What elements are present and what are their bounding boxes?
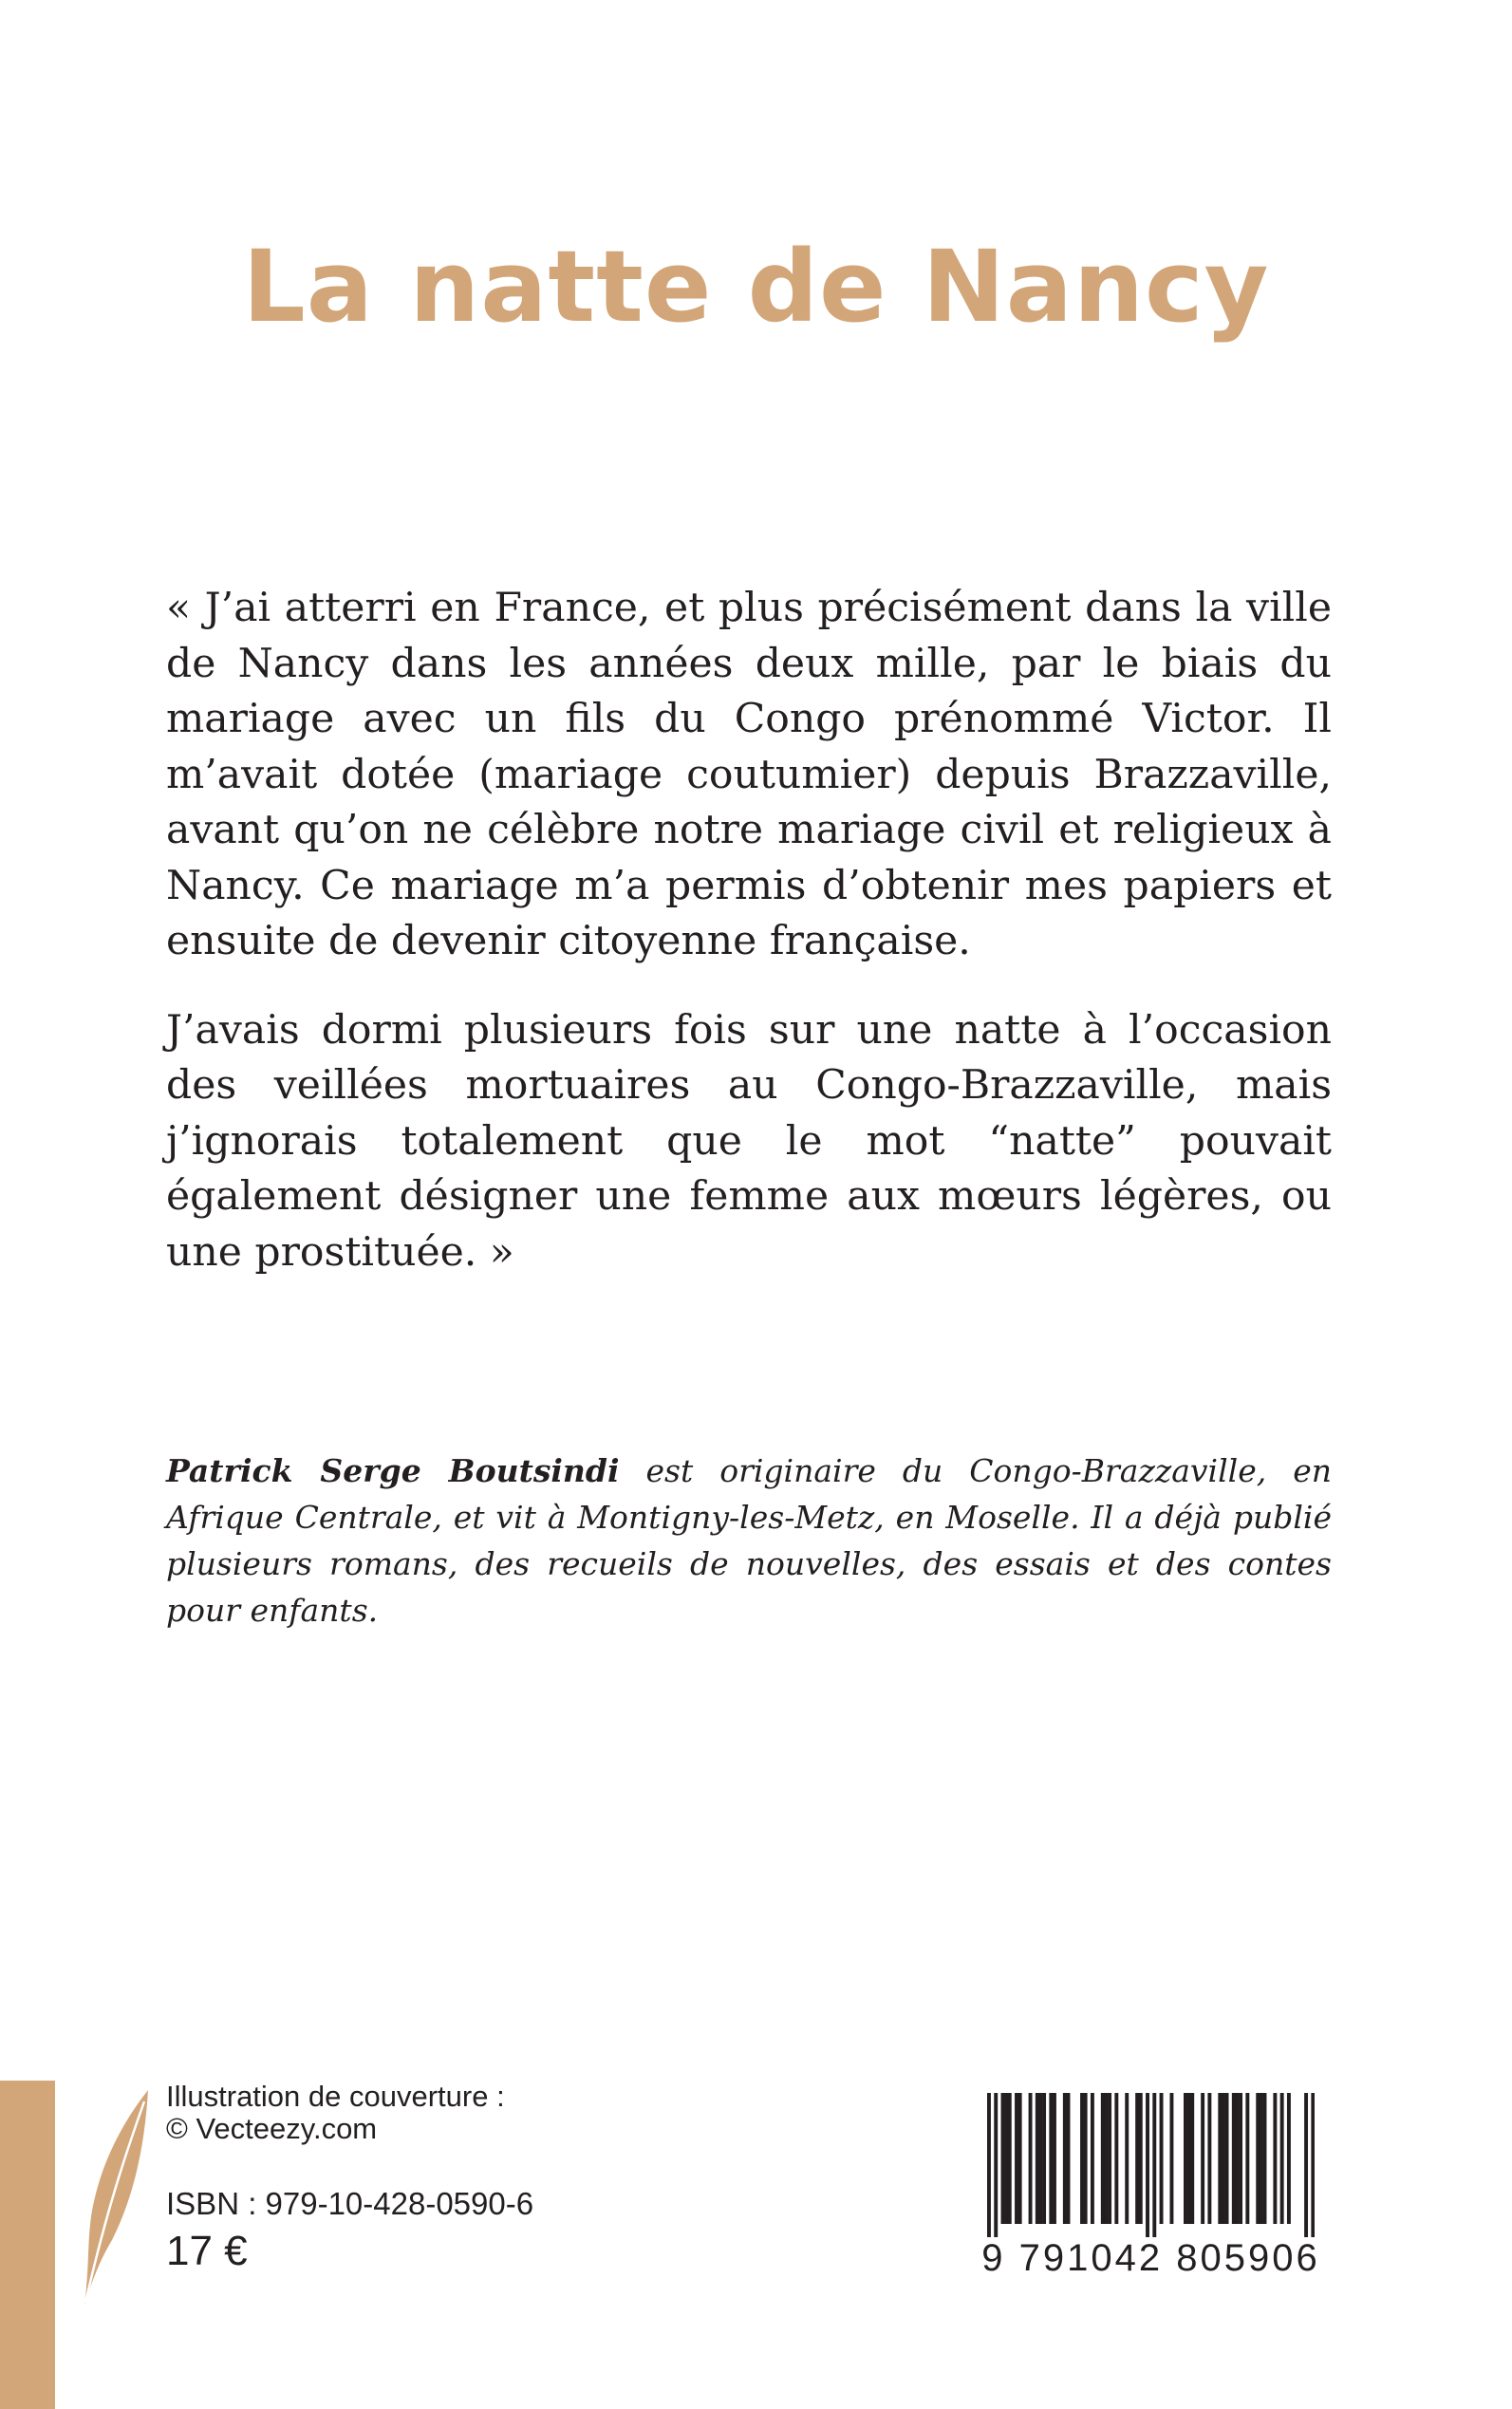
barcode-bar [1091,2093,1094,2224]
barcode-bar [1260,2093,1263,2224]
barcode-bar [1256,2093,1260,2224]
barcode-bar [1049,2093,1053,2224]
barcode-bar [1207,2093,1211,2224]
barcode-bar [1063,2093,1067,2224]
barcode-bar [1114,2093,1118,2224]
barcode-bar [1015,2093,1018,2224]
barcode-bar [1245,2093,1249,2224]
barcode-bar [1108,2093,1111,2224]
author-bio [166,1447,1332,1634]
barcode-bar [1304,2093,1308,2237]
isbn: ISBN : 979-10-428-0590-6 [166,2186,534,2221]
blurb-paragraph: J’avais dormi plusieurs fois sur une natte à l’occasion des veillées mortuaires au Congo-Brazzaville, mais j’ignorais totalement que le mot “natte” pouvait également désigner une femme aux mœurs légères, ou une prostituée. » [166,1006,1332,1276]
price: 17 € [166,2228,248,2274]
barcode-bar [1008,2093,1012,2224]
barcode-bar [1018,2093,1022,2224]
barcode-bar [1067,2093,1071,2224]
barcode-bar [1042,2093,1046,2224]
barcode-bar [994,2093,998,2237]
barcode-bar [1101,2093,1105,2224]
barcode-bar [1218,2093,1222,2224]
back-cover-blurb [166,581,1332,1314]
barcode-bar [1273,2093,1277,2224]
barcode-bar [1004,2093,1008,2224]
barcode-bar [1036,2093,1039,2224]
barcode-bar [1235,2093,1239,2224]
barcode-bar [1125,2093,1129,2224]
ean13-barcode-icon [987,2093,1315,2237]
barcode-bar [1084,2093,1088,2224]
barcode-bar [1232,2093,1236,2224]
credit-line: © Vecteezy.com [166,2112,378,2145]
barcode-bar [1152,2093,1156,2237]
barcode-bar [1187,2093,1191,2224]
author-bio-text: est originaire du Congo-Brazzaville, en Afrique Centrale, et vit à Montigny-les-Metz, en Moselle. Il a déjà publié plusieurs romans, des recueils de nouvelles, des essais et des contes pour enfants. [166,1452,1332,1629]
barcode-bar [1080,2093,1084,2224]
barcode-bar [1263,2093,1267,2224]
barcode-bar [1184,2093,1187,2224]
barcode-bar [1053,2093,1056,2224]
barcode-digits: 9 791042 805906 [981,2237,1320,2279]
barcode-bar [1201,2093,1204,2224]
barcode-bar [1190,2093,1194,2224]
barcode-bar [1222,2093,1225,2224]
barcode-bar [1038,2093,1042,2224]
author-name: Patrick Serge Boutsindi [166,1452,620,1489]
barcode-bar [1280,2093,1284,2224]
book-title: La natte de Nancy [242,229,1270,345]
barcode-bar [1311,2093,1315,2237]
accent-band [0,2081,55,2409]
feather-icon [82,2088,153,2306]
barcode-bar [1139,2093,1143,2224]
barcode-bar [1104,2093,1108,2224]
barcode-bar [987,2093,991,2237]
barcode-bar [1160,2093,1164,2224]
barcode-bar [1001,2093,1005,2224]
barcode-bar [1169,2093,1173,2224]
credit-line: Illustration de couverture : [166,2080,505,2113]
barcode-bar [1287,2093,1291,2224]
barcode-bar [1029,2093,1033,2224]
barcode [959,2093,1343,2283]
cover-credit [166,2081,660,2145]
barcode-bar [1146,2093,1149,2237]
barcode-bar [1225,2093,1229,2224]
barcode-bar [1135,2093,1139,2224]
blurb-paragraph: « J’ai atterri en France, et plus précisément dans la ville de Nancy dans les années deux mille, par le biais du mariage avec un fils du Congo prénommé Victor. Il m’avait dotée (mariage coutumier) depuis Brazzaville, avant qu’on ne célèbre notre mariage civil et religieux à Nancy. Ce mariage m’a permis d’obtenir mes papiers et ensuite de devenir citoyenne française. [166,585,1332,964]
barcode-bar [1239,2093,1242,2224]
